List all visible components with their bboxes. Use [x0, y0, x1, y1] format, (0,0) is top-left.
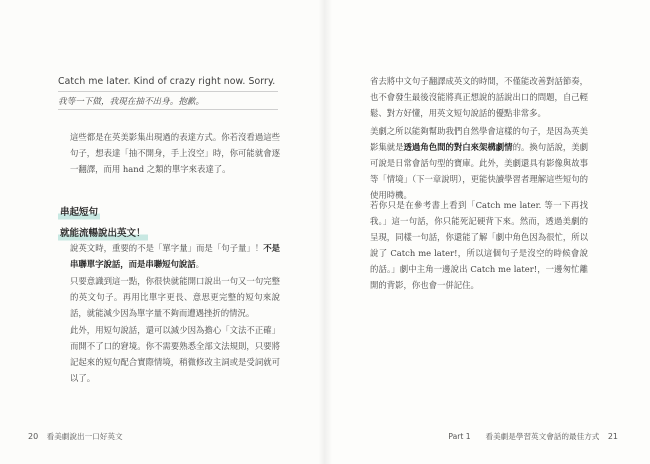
para-text: 美劇之所以能夠幫助我們自然學會這樣的句子，是因為英美影集就是	[370, 126, 588, 152]
para-text: 。	[195, 259, 204, 269]
section-heading-line-2: 就能流暢說出英文！	[58, 225, 148, 242]
para-text: 的。換句話說，美劇可說是日常會話句型的寶庫。此外，美劇還具有影像與故事等「情境」（下一章說明），更能快讀學習者理解這些短句的使用時機。	[370, 142, 589, 200]
example-sentence-zh: 我等一下做，我現在抽不出身。抱歉。	[58, 97, 205, 107]
right-paragraph-3: 若你只是在參考書上看到「Catch me later. 等一下再找我。」這一句話，你只能死記硬背下來。然而，透過美劇的呈現，同樣一句話，你還能了解「劇中角色因為很忙，所以說了 Catch me later!，所以這個句子是沒空的時候會說的話。」劇中主角一邊說出 Catch me later!，一邊匆忙離開的背影，你也會一併記住。	[370, 200, 588, 290]
section-heading-line-1: 串起短句	[58, 204, 100, 221]
part-label: Part 1	[448, 432, 471, 441]
right-paragraph-1: 省去將中文句子翻譯成英文的時間，不僅能改善對話節奏，也不會發生最後沒能將真正想說的話說出口的問題，自己輕鬆、對方好懂，用英文短句說話的優點非常多。	[370, 76, 588, 118]
para-text: 說英文時，重要的不是「單字量」而是「句子量」！	[70, 243, 264, 253]
right-footer	[448, 431, 624, 442]
left-paragraph-1: 這些都是在英美影集出現過的表達方式。你若沒看過這些句子，想表達「抽不開身，手上沒空」時，你可能就會逐一翻譯，而用 hand 之類的單字來表達了。	[70, 132, 280, 174]
left-paragraph-2	[70, 240, 280, 272]
example-sentence-en: Catch me later. Kind of crazy right now. Sorry.	[58, 76, 276, 87]
right-paragraph-2	[370, 123, 588, 203]
example-underline	[58, 91, 278, 92]
book-gutter	[318, 0, 332, 464]
emphasis-text: 不是串聯單字說話，而是串聯短句說話	[70, 243, 281, 269]
left-paragraph-3: 只要意識到這一點，你很快就能開口說出一句又一句完整的英文句子。再用比單字更長、意思更完整的短句來說話，就能減少因為單字量不夠而遭遇挫折的情況。	[70, 276, 280, 318]
example-underline	[58, 109, 278, 110]
chapter-title: 看美劇是學習英文會話的最佳方式	[485, 432, 600, 441]
section-heading	[58, 200, 208, 242]
left-footer	[22, 431, 123, 442]
page-number: 21	[607, 432, 618, 441]
page-number: 20	[28, 432, 39, 441]
emphasis-text: 透過角色間的對白來架構劇情	[403, 142, 513, 152]
left-paragraph-4: 此外，用短句說話，還可以減少因為擔心「文法不正確」而開不了口的窘境。你不需要熟悉全部文法規則，只要將記起來的短句配合實際情境，稍微修改主詞或是受詞就可以了。	[70, 325, 280, 383]
book-title: 看美劇說出一口好英文	[46, 432, 123, 441]
